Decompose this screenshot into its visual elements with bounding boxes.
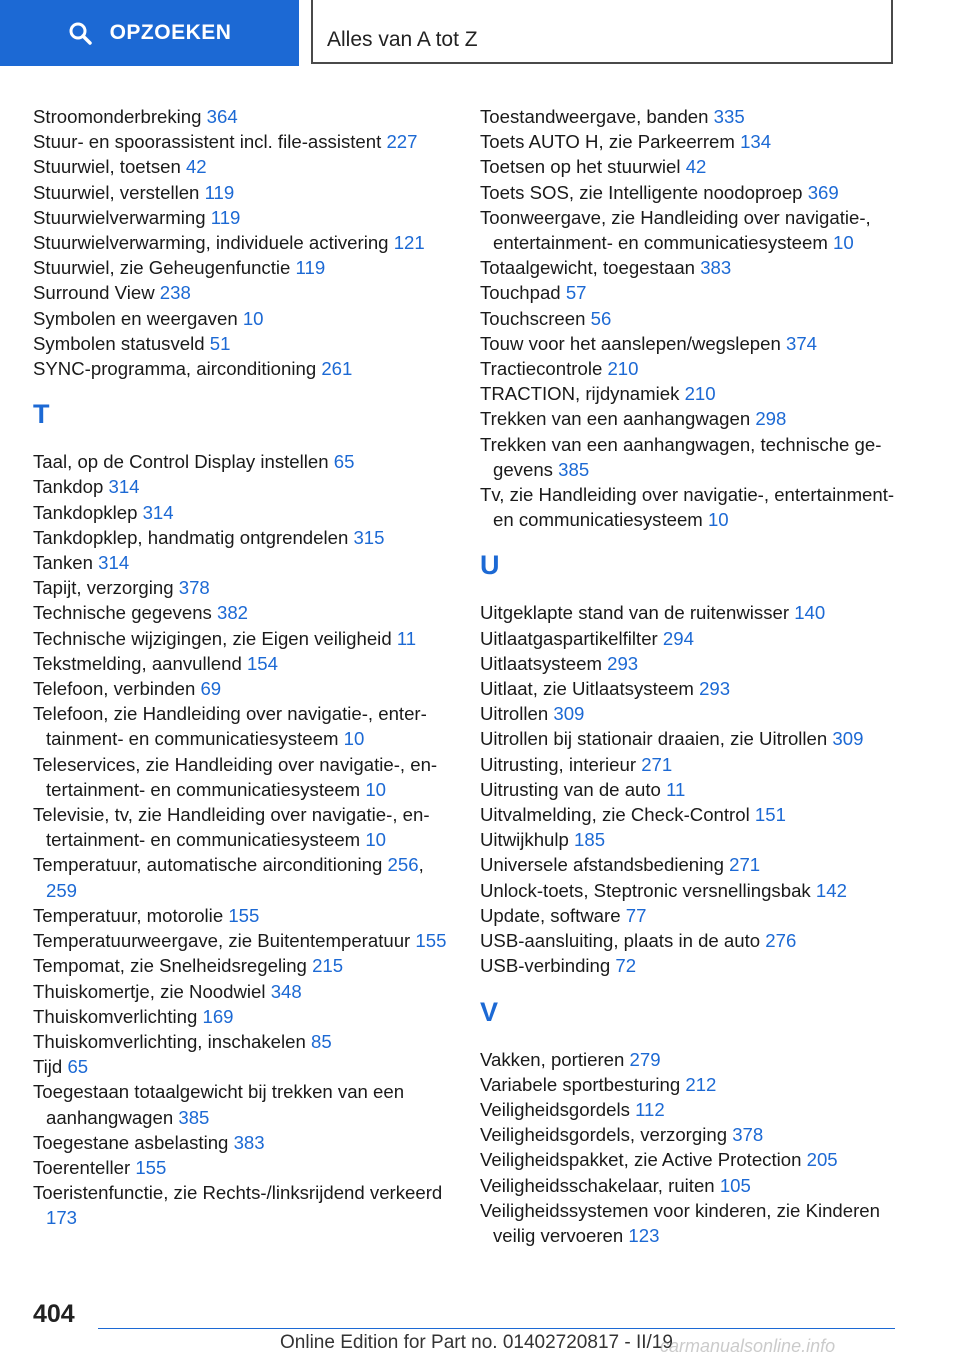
page-reference-link[interactable]: 69 [200, 678, 222, 700]
index-entry [33, 903, 451, 928]
index-entry [33, 104, 451, 129]
index-entry-text: Trekken van een aanhangwagen, technische gegevens [480, 433, 882, 480]
page-reference-link[interactable]: 112 [635, 1098, 665, 1120]
page-reference-link[interactable]: 119 [295, 257, 326, 279]
page-reference-link[interactable]: 315 [353, 526, 385, 548]
index-entry [33, 1054, 451, 1079]
index-entry [480, 154, 900, 179]
page-reference-link[interactable]: 173 [46, 1207, 78, 1229]
page-reference-link[interactable]: 72 [615, 955, 637, 977]
page-reference-link[interactable]: 256 [387, 854, 419, 876]
index-entry-text: Touchpad [480, 282, 561, 304]
index-entry-text: Universele afstandsbediening [480, 854, 724, 876]
search-button-label: OPZOEKEN [109, 21, 232, 44]
index-entry [33, 180, 451, 205]
index-letter-heading: T [33, 399, 50, 430]
index-entry [33, 802, 451, 852]
index-entry [480, 104, 900, 129]
index-entry [480, 777, 900, 802]
index-entry-text: Tankdop [33, 476, 104, 498]
index-entry [480, 1198, 900, 1248]
index-entry-text: SYNC-programma, airconditioning [33, 358, 317, 380]
index-entry-text: USB-aansluiting, plaats in de auto [480, 930, 761, 952]
index-entry-text: Temperatuur, motorolie [33, 904, 224, 926]
index-entry [33, 550, 451, 575]
index-entry-text: Uitlaatgaspartikelfilter [480, 627, 658, 649]
index-entry-text: Toerenteller [33, 1156, 131, 1178]
page-reference-link[interactable]: 151 [754, 804, 786, 826]
index-entry [480, 676, 900, 701]
page-reference-link[interactable]: 378 [178, 577, 210, 599]
page-reference-link[interactable]: 378 [732, 1124, 764, 1146]
page-reference-link[interactable]: 271 [641, 753, 673, 775]
index-entry-text: Symbolen statusveld [33, 332, 205, 354]
index-entry-text: Temperatuurweergave, zie Buitentemperatuur [33, 930, 411, 952]
index-entry-text: Toetsen op het stuurwiel [480, 156, 681, 178]
index-entry [33, 701, 451, 751]
index-entry-text: Stuurwiel, toetsen [33, 156, 181, 178]
index-entry [33, 1130, 451, 1155]
index-entry-text: USB-verbinding [480, 955, 611, 977]
page-reference-link[interactable]: 383 [700, 257, 732, 279]
index-entry-text: Technische gegevens [33, 602, 212, 624]
index-entry [480, 802, 900, 827]
index-entry-text: TRACTION, rijdynamiek [480, 383, 680, 405]
index-entry [480, 752, 900, 777]
index-entry-text: Toestandweergave, banden [480, 106, 709, 127]
index-entry [33, 474, 451, 499]
index-letter-heading: V [480, 996, 499, 1027]
index-entry-text: Thuiskomertje, zie Noodwiel [33, 980, 266, 1002]
index-entry [480, 432, 900, 482]
page-reference-link[interactable]: 11 [666, 778, 686, 800]
page-reference-link[interactable]: 119 [204, 181, 235, 203]
section-title: Alles van A tot Z [327, 28, 478, 51]
index-entry-text: Touw voor het aanslepen/wegslepen [480, 332, 781, 354]
page-reference-link[interactable]: 185 [574, 829, 606, 851]
page-reference-link[interactable]: 10 [365, 778, 387, 800]
index-entry [33, 928, 451, 953]
watermark: carmanualsonline.info [660, 1336, 836, 1356]
index-entry-text: Totaalgewicht, toegestaan [480, 257, 696, 279]
index-entry-text: Uitrollen bij stationair draaien, zie Uitrollen [480, 728, 828, 750]
search-icon [68, 21, 92, 45]
index-entry [33, 230, 451, 255]
index-entry [33, 205, 451, 230]
index-entry-text: Televisie, tv, zie Handleiding over navigatie-, entertainment- en communicatiesysteem [33, 804, 430, 851]
page-reference-link[interactable]: 348 [270, 980, 302, 1002]
index-entry-text: Tv, zie Handleiding over navigatie-, entertainment- en communicatiesysteem [480, 484, 895, 531]
index-entry [480, 180, 900, 205]
top-bar [0, 0, 960, 66]
page-reference-link[interactable]: 65 [67, 1056, 89, 1078]
index-entry-text: Trekken van een aanhangwagen [480, 408, 751, 430]
index-entry-text: Uitrusting van de auto [480, 778, 661, 800]
page-reference-link[interactable]: 142 [815, 879, 847, 901]
index-entry [480, 306, 900, 331]
index-entry-text: Toegestaan totaalgewicht bij trekken van een aanhangwagen [33, 1081, 405, 1128]
index-entry [33, 651, 451, 676]
index-entry [480, 928, 900, 953]
index-entry-text: Tractiecontrole [480, 358, 603, 380]
index-entry-text: Symbolen en weergaven [33, 307, 238, 329]
index-entry [480, 1147, 900, 1172]
index-entry-text: Telefoon, zie Handleiding over navigatie-, entertainment- en communicatiesysteem [33, 703, 427, 750]
index-entry-text: Veiligheidssystemen voor kinderen, zie Kinderen veilig vervoeren [480, 1199, 880, 1246]
index-entry-text: Uitgeklapte stand van de ruitenwisser [480, 602, 790, 624]
index-entry [480, 903, 900, 928]
index-entry-text: Unlock-toets, Steptronic versnellingsbak [480, 879, 811, 901]
index-entry-text: Stuurwiel, zie Geheugenfunctie [33, 257, 291, 279]
index-entry-text: Teleservices, zie Handleiding over navigatie-, entertainment- en communicatiesysteem [33, 753, 438, 800]
index-entry [33, 1004, 451, 1029]
page-reference-link[interactable]: 155 [228, 904, 260, 926]
page-reference-link[interactable]: 42 [185, 156, 207, 178]
index-entry-text: Toegestane asbelasting [33, 1131, 229, 1153]
page-reference-link[interactable]: 383 [233, 1131, 265, 1153]
page-reference-link[interactable]: 134 [740, 131, 772, 153]
index-entry-text: Tankdopklep [33, 501, 138, 523]
index-column-left [33, 104, 451, 1231]
index-entry [480, 255, 900, 280]
index-entry [480, 852, 900, 877]
index-entry-text: Update, software [480, 904, 621, 926]
index-entry-text: Technische wijzigingen, zie Eigen veiligheid [33, 627, 392, 649]
index-entry-text: Surround View [33, 282, 155, 304]
page-reference-link[interactable]: 140 [794, 602, 826, 624]
page-reference-link[interactable]: 382 [217, 602, 249, 624]
index-entry [480, 1047, 900, 1072]
page-reference-link[interactable]: 212 [685, 1073, 717, 1095]
index-entry [33, 525, 451, 550]
page-reference-link[interactable]: 155 [415, 930, 447, 952]
index-entry-text: Tankdopklep, handmatig ontgrendelen [33, 526, 349, 548]
section-title-tab[interactable] [311, 0, 893, 64]
page-reference-link[interactable]: 293 [699, 678, 731, 700]
index-entry [480, 406, 900, 431]
index-entry-text: Vakken, portieren [480, 1048, 625, 1070]
index-entry [33, 280, 451, 305]
footer-divider [98, 1328, 895, 1329]
page-reference-link[interactable]: 85 [311, 1030, 332, 1052]
index-entry [480, 205, 900, 255]
page-reference-link[interactable]: 309 [832, 728, 864, 750]
index-entry-text: Stuurwielverwarming, individuele activering [33, 232, 389, 254]
page-reference-link[interactable]: 314 [108, 476, 140, 498]
index-entry-text: Uitwijkhulp [480, 829, 569, 851]
page-reference-link[interactable]: 10 [833, 232, 854, 254]
index-entry [33, 575, 451, 600]
index-entry [33, 626, 451, 651]
index-entry [33, 1079, 451, 1129]
index-entry-text: Stuurwielverwarming [33, 206, 206, 228]
page-reference-link[interactable]: 10 [707, 509, 729, 531]
page-reference-link[interactable]: 155 [135, 1156, 167, 1178]
index-entry-text: Tanken [33, 552, 93, 574]
page-reference-link[interactable]: 374 [785, 332, 818, 354]
index-entry [33, 154, 451, 179]
index-entry [33, 500, 451, 525]
index-entry [480, 827, 900, 852]
page-reference-link[interactable]: 279 [629, 1048, 661, 1070]
page-reference-link[interactable]: 57 [565, 282, 587, 304]
page-reference-link[interactable]: 169 [202, 1005, 234, 1027]
page-reference-link[interactable]: 294 [662, 627, 694, 649]
page-number: 404 [33, 1300, 75, 1328]
index-entry [33, 676, 451, 701]
page-reference-link[interactable]: 10 [343, 728, 365, 750]
index-entry [33, 1180, 451, 1230]
page-reference-link[interactable]: 298 [755, 408, 787, 430]
page-reference-link[interactable]: 56 [590, 307, 612, 329]
index-entry [480, 651, 900, 676]
index-entry-text: Toets AUTO H, zie Parkeerrem [480, 131, 735, 153]
index-entry-text: Veiligheidsgordels, verzorging [480, 1124, 728, 1146]
page-reference-link[interactable]: 119 [210, 206, 241, 228]
index-entry [480, 356, 900, 381]
page-reference-link[interactable]: 309 [553, 703, 585, 725]
index-entry-text: Uitrollen [480, 703, 549, 725]
index-column-right [480, 104, 900, 1248]
index-entry [480, 600, 900, 625]
page-reference-link[interactable]: 369 [807, 181, 839, 203]
page-reference-link[interactable]: 385 [178, 1106, 210, 1128]
index-entry-text: Uitlaatsysteem [480, 652, 602, 674]
index-entry [480, 953, 900, 978]
page-reference-link[interactable]: 261 [321, 358, 353, 380]
page-reference-link[interactable]: 385 [558, 458, 590, 480]
index-entry [33, 752, 451, 802]
page-reference-link[interactable]: 276 [765, 930, 797, 952]
index-entry [480, 1122, 900, 1147]
index-entry [480, 331, 900, 356]
index-entry-text: Telefoon, verbinden [33, 678, 196, 700]
page-reference-link[interactable]: 121 [393, 232, 425, 254]
index-entry-text: Temperatuur, automatische airconditioning [33, 854, 383, 876]
index-entry: Temperatuur, automatische airconditioning 256, 259 [33, 854, 424, 901]
index-entry-text: Thuiskomverlichting, inschakelen [33, 1030, 306, 1052]
page-reference-link[interactable]: 259 [46, 879, 78, 901]
page-reference-link[interactable]: 238 [159, 282, 191, 304]
edition-note: Online Edition for Part no. 01402720817 - II/19 [280, 1332, 673, 1353]
page-reference-link[interactable]: 105 [719, 1174, 751, 1196]
index-entry-text: Toonweergave, zie Handleiding over navigatie-, entertainment- en communicatiesysteem [480, 206, 871, 254]
page-reference-link[interactable]: 314 [142, 501, 174, 523]
page-reference-link[interactable]: 227 [386, 131, 418, 153]
index-entry [480, 726, 900, 751]
page-reference-link[interactable]: 10 [242, 307, 264, 329]
index-entry-text: Veiligheidspakket, zie Active Protection [480, 1149, 802, 1171]
index-entry-text: Variabele sportbesturing [480, 1073, 681, 1095]
index-entry [33, 1155, 451, 1180]
index-entry [33, 129, 451, 154]
index-entry-text: Touchscreen [480, 307, 586, 329]
index-entry [33, 979, 451, 1004]
index-entry [480, 1173, 900, 1198]
page-reference-link[interactable]: 364 [206, 106, 238, 127]
index-entry-text: Stuurwiel, verstellen [33, 181, 200, 203]
page-reference-link[interactable]: 205 [806, 1149, 838, 1171]
index-entry [33, 600, 451, 625]
index-entry-text: Uitlaat, zie Uitlaatsysteem [480, 678, 694, 700]
page-reference-link[interactable]: 65 [333, 451, 355, 473]
page-reference-link[interactable]: 123 [628, 1224, 660, 1246]
index-entry-text: Tekstmelding, aanvullend [33, 652, 242, 674]
index-entry-text: Toets SOS, zie Intelligente noodoproep [480, 181, 803, 203]
page-reference-link[interactable]: 11 [396, 627, 417, 649]
index-entry-text: Uitvalmelding, zie Check-Control [480, 804, 750, 826]
index-entry-text: Stuur- en spoorassistent incl. file-assistent [33, 131, 382, 153]
index-entry-text: Tijd [33, 1056, 63, 1078]
index-entry [480, 878, 900, 903]
index-entry [33, 953, 451, 978]
page-reference-link[interactable]: 42 [685, 156, 707, 178]
index-entry [480, 381, 900, 406]
page-reference-link[interactable]: 10 [365, 829, 387, 851]
index-entry [480, 280, 900, 305]
index-entry [33, 356, 451, 381]
index-entry-text: Veiligheidsschakelaar, ruiten [480, 1174, 715, 1196]
index-entry-text: Toeristenfunctie, zie Rechts-/linksrijdend verkeerd [33, 1182, 443, 1204]
index-entry [480, 1072, 900, 1097]
index-entry [480, 1097, 900, 1122]
index-entry-text: Thuiskomverlichting [33, 1005, 198, 1027]
index-entry [33, 255, 451, 280]
index-entry [33, 306, 451, 331]
page-reference-link[interactable]: 51 [209, 332, 231, 354]
search-button[interactable] [0, 0, 299, 66]
page-reference-link[interactable]: 77 [625, 904, 647, 926]
index-entry-text: Tapijt, verzorging [33, 577, 174, 599]
index-entry [33, 449, 451, 474]
index-entry [480, 129, 900, 154]
index-entry [480, 626, 900, 651]
page-reference-link[interactable]: 210 [684, 383, 716, 405]
index-entry-text: Tempomat, zie Snelheidsregeling [33, 955, 307, 977]
page-reference-link[interactable]: 293 [607, 652, 639, 674]
index-entry [480, 482, 900, 532]
index-entry-text: Stroomonderbreking [33, 106, 202, 127]
index-entry [33, 1029, 451, 1054]
page-reference-link[interactable]: 314 [98, 552, 130, 574]
page-reference-link[interactable]: 154 [246, 652, 278, 674]
page-reference-link[interactable]: 335 [713, 106, 745, 127]
index-entry-text: Uitrusting, interieur [480, 753, 637, 775]
page-reference-link[interactable]: 215 [312, 955, 344, 977]
index-entry [480, 701, 900, 726]
page-reference-link[interactable]: 271 [729, 854, 761, 876]
index-letter-heading: U [480, 550, 500, 581]
index-entry [33, 331, 451, 356]
index-entry-text: Taal, op de Control Display instellen [33, 451, 329, 473]
index-entry-text: Veiligheidsgordels [480, 1098, 630, 1120]
page-reference-link[interactable]: 210 [607, 358, 639, 380]
